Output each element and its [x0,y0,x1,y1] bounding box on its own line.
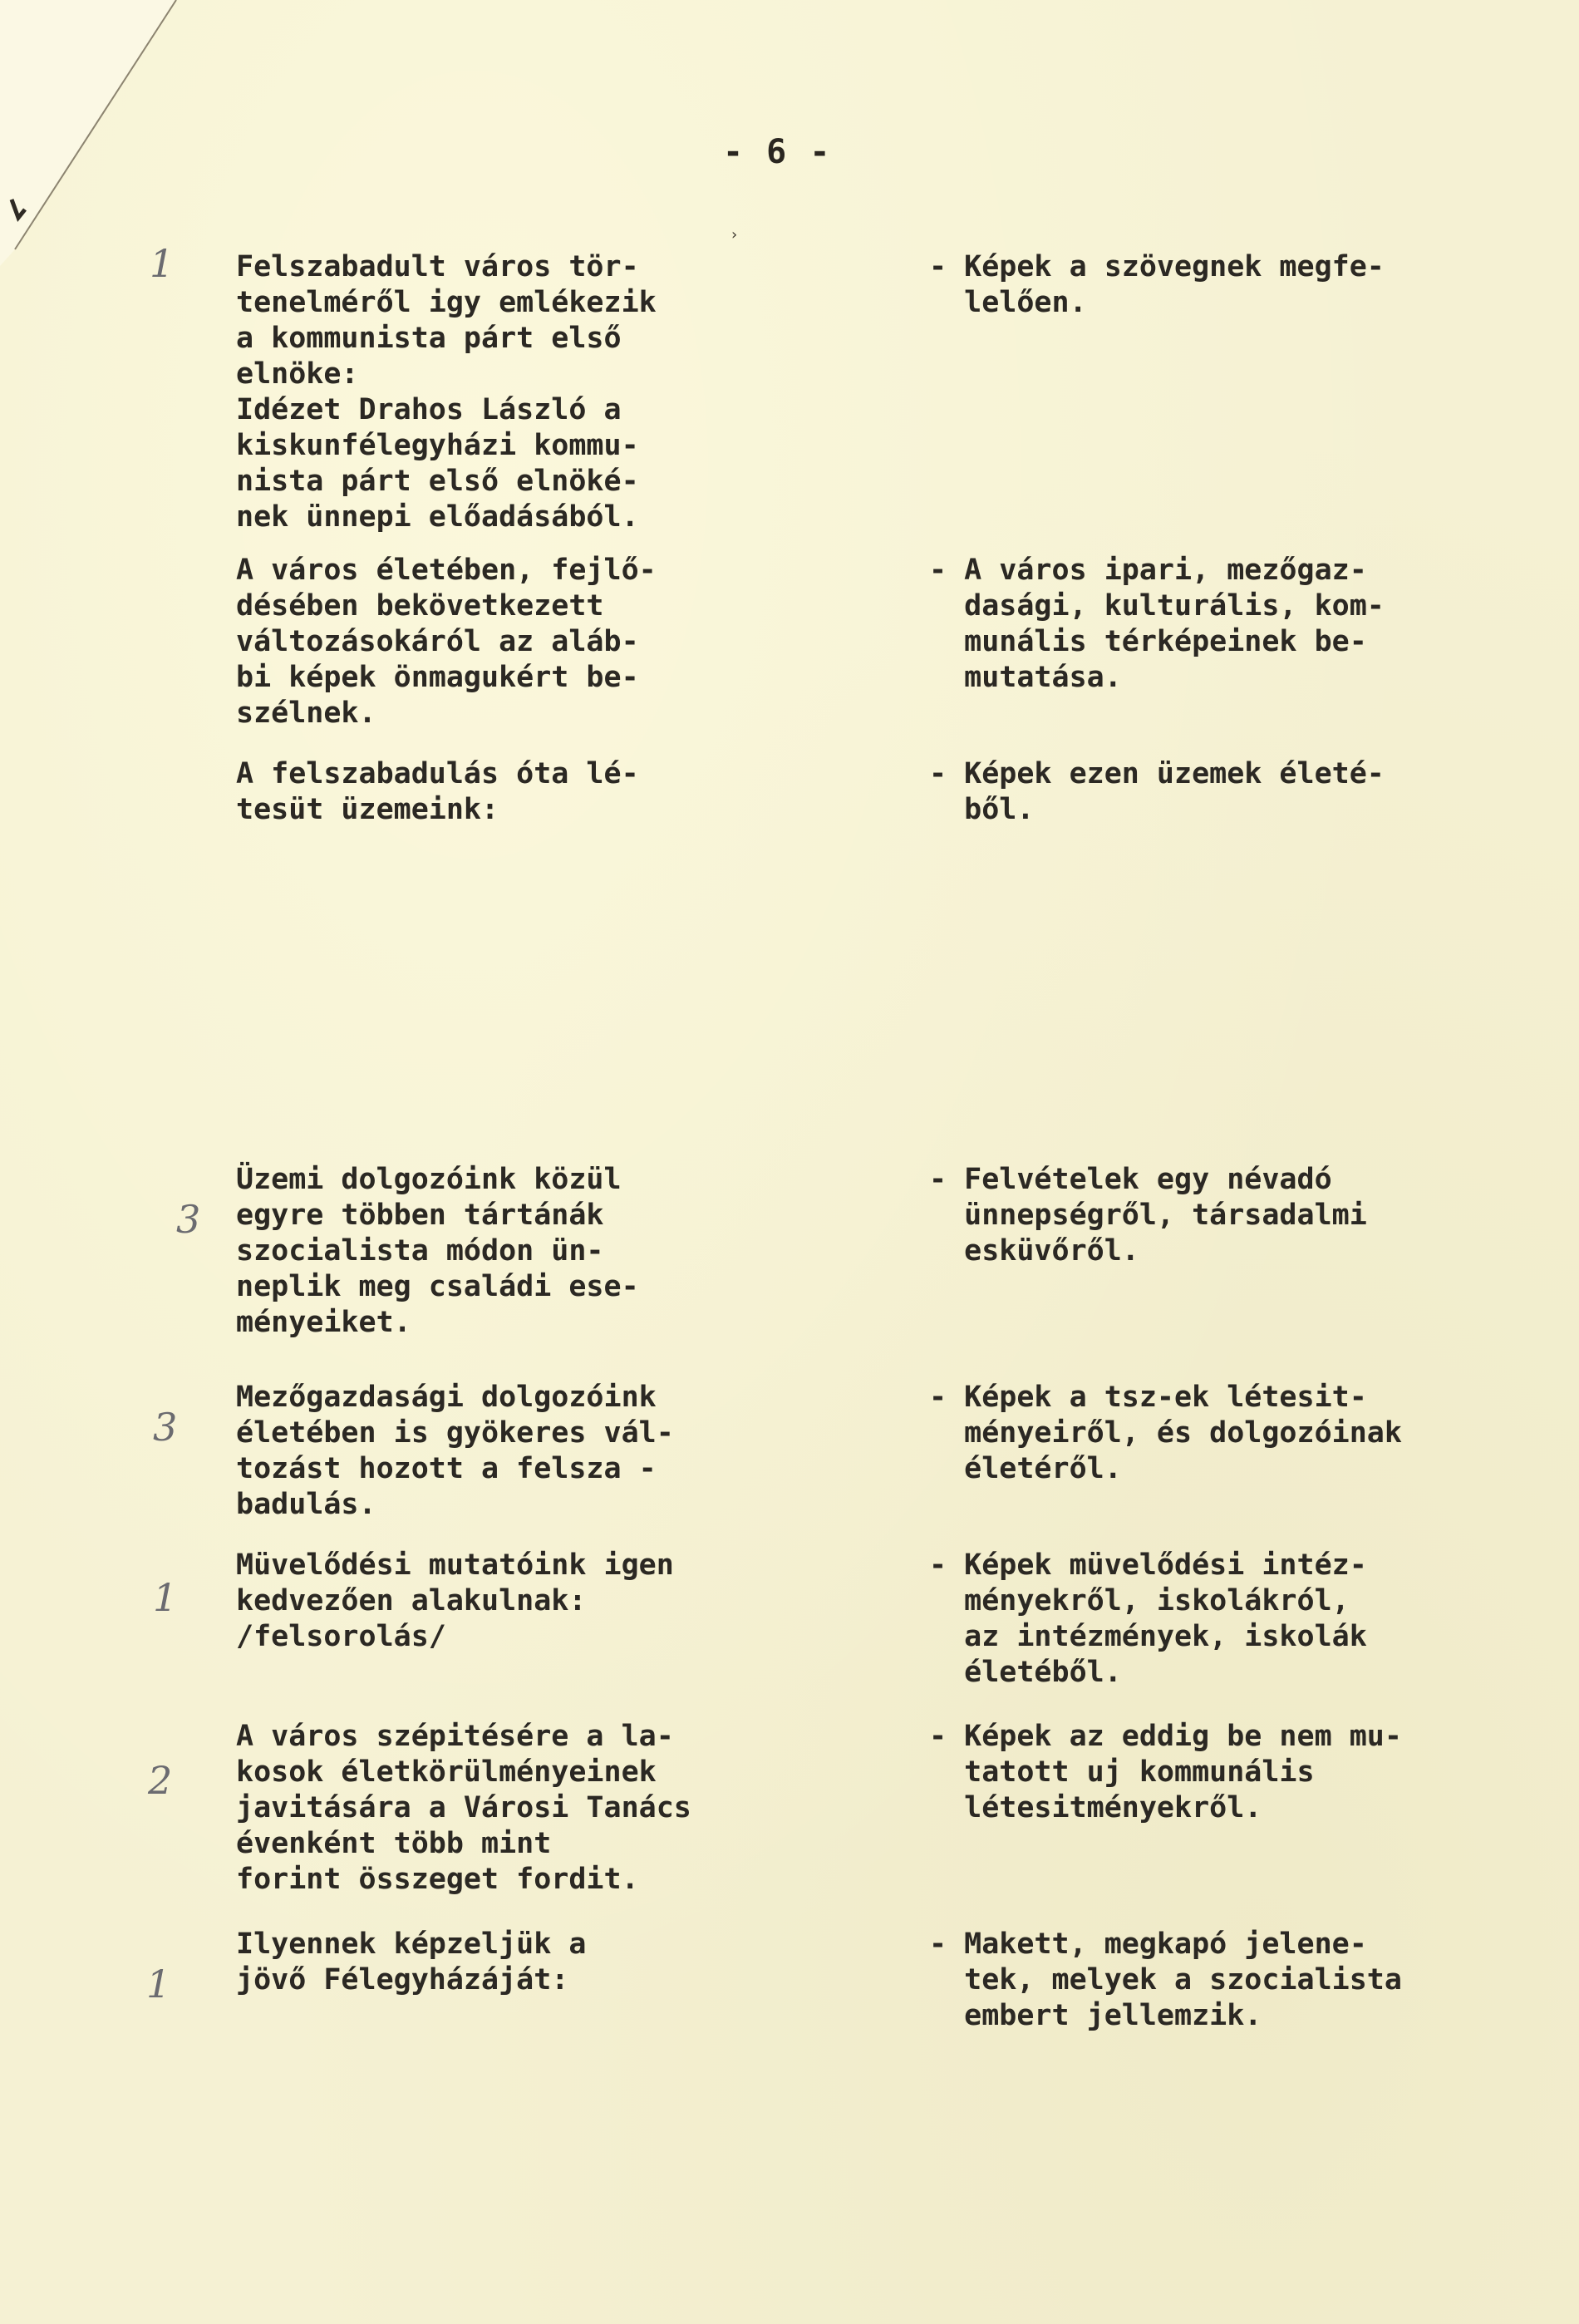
page-number: - 6 - [723,133,832,171]
right-column-text: - A város ipari, mezőgaz- dasági, kulturális, kom- munális térképeinek be- mutatása. [929,554,1385,694]
margin-note: 2 [148,1758,173,1803]
margin-note: 1 [153,1575,178,1620]
torn-corner-mark [0,0,216,266]
right-column-text: - Felvételek egy névadó ünnepségről, társadalmi esküvőről. [929,1163,1367,1268]
left-column-text: A város szépitésére a la- kosok életkörülményeinek javitására a Városi Tanács évenként több mint forint összeget fordit. [236,1720,691,1896]
margin-note: 1 [146,1962,171,2006]
left-column-text: Üzemi dolgozóink közül egyre többen tártánák szocialista módon ün- neplik meg családi ese- ményeiket. [236,1163,639,1339]
margin-note: 3 [153,1405,178,1450]
right-column-text: - Képek a szövegnek megfe- lelően. [929,250,1385,319]
stray-mark: › [731,226,738,244]
left-column-text: A város életében, fejlő- désében bekövetkezett változásokáról az aláb- bi képek önmagukért be- szélnek. [236,554,657,730]
right-column-text: - Képek ezen üzemek életé- ből. [929,757,1385,826]
right-column-text: - Képek müvelődési intéz- ményekről, iskolákról, az intézmények, iskolák életéből. [929,1549,1367,1689]
left-column-text: A felszabadulás óta lé- tesüt üzemeink: [236,757,639,826]
left-column-text: Felszabadult város tör- tenelméről igy emlékezik a kommunista párt első elnöke: Idézet Drahos László a kiskunfélegyházi kommu- nista párt első elnöké- nek ünnepi előadásából. [236,250,657,534]
margin-note: 3 [176,1197,201,1242]
left-column-text: Müvelődési mutatóink igen kedvezően alakulnak: /felsorolás/ [236,1549,674,1653]
right-column-text: - Képek a tsz-ek létesit- ményeiről, és dolgozóinak életéről. [929,1381,1402,1485]
right-column-text: - Makett, megkapó jelene- tek, melyek a szocialista embert jellemzik. [929,1928,1402,2032]
left-column-text: Mezőgazdasági dolgozóink életében is gyökeres vál- tozást hozott a felsza - badulás. [236,1381,674,1521]
margin-note: 1 [150,241,175,286]
right-column-text: - Képek az eddig be nem mu- tatott uj kommunális létesitményekről. [929,1720,1402,1824]
left-column-text: Ilyennek képzeljük a jövő Félegyházáját: [236,1928,587,1997]
